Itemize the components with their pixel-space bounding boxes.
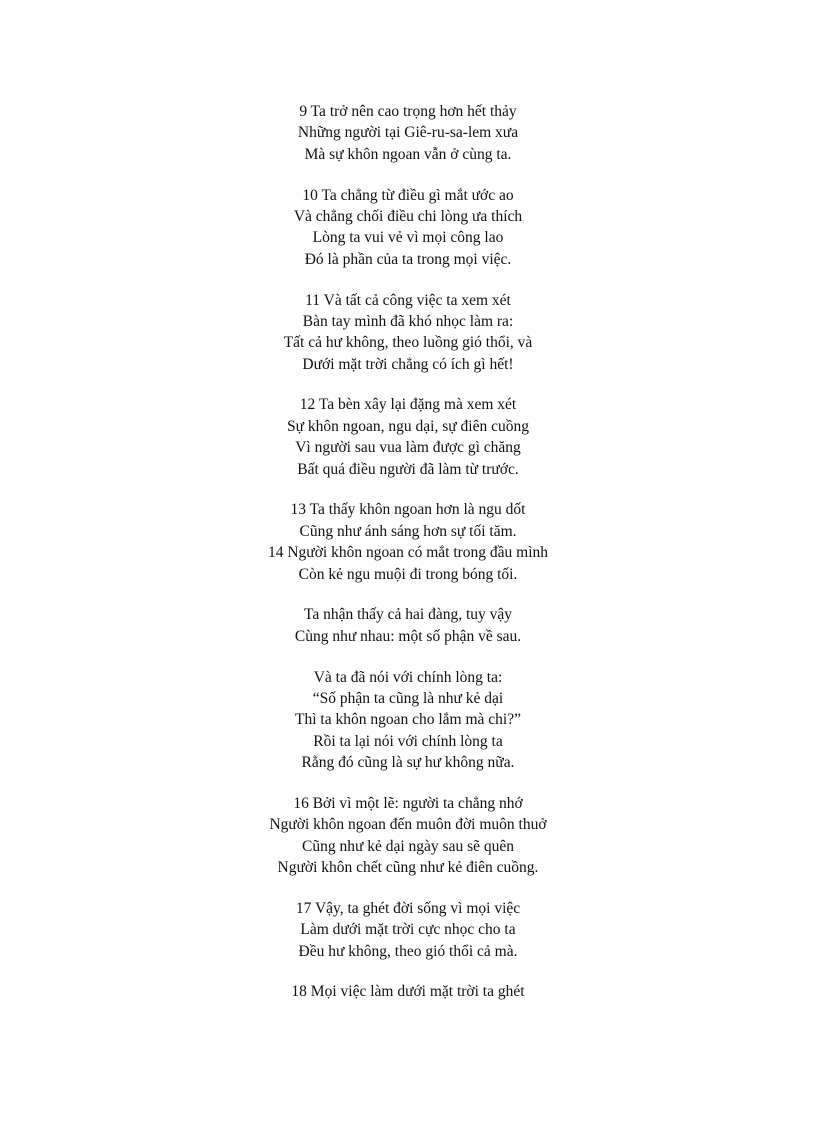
stanza-7: [0, 667, 816, 774]
poem-line: Làm dưới mặt trời cực nhọc cho ta: [300, 921, 516, 939]
stanza-5: [0, 499, 816, 585]
poem-line: 9 Ta trở nên cao trọng hơn hết thảy: [299, 103, 517, 120]
poem-line: Rồi ta lại nói với chính lòng ta: [313, 732, 503, 750]
poem-line: Thì ta khôn ngoan cho lắm mà chi?”: [295, 711, 521, 729]
poem-line: “Số phận ta cũng là như kẻ dại: [312, 689, 504, 707]
poem-line: Ta nhận thấy cả hai đàng, tuy vậy: [303, 606, 513, 624]
poem-line: Những người tại Giê-ru-sa-lem xưa: [297, 124, 519, 142]
stanza-1: [0, 101, 816, 165]
poem-line: Dưới mặt trời chẳng có ích gì hết!: [302, 355, 514, 373]
poem-line: 14 Người khôn ngoan có mắt trong đầu mình: [267, 544, 549, 562]
poem-line: 12 Ta bèn xây lại đặng mà xem xét: [299, 396, 517, 414]
poem-line: Cùng như nhau: một số phận về sau.: [294, 627, 522, 645]
stanza-9: [0, 898, 816, 962]
poem-line: Mà sự khôn ngoan vẫn ở cùng ta.: [304, 145, 512, 163]
poem-line: Đều hư không, theo gió thổi cả mà.: [298, 942, 518, 960]
poem-line: 18 Mọi việc làm dưới mặt trời ta ghét: [291, 983, 525, 1001]
poem-line: Sự khôn ngoan, ngu dại, sự điên cuồng: [287, 417, 529, 435]
poem-line: Người khôn ngoan đến muôn đời muôn thuở: [269, 816, 547, 834]
poem-line: Rằng đó cũng là sự hư không nữa.: [301, 754, 515, 772]
poem-line: Cũng như kẻ dại ngày sau sẽ quên: [301, 837, 514, 855]
poem-line: Vì người sau vua làm được gì chăng: [295, 439, 521, 457]
stanza-4: [0, 394, 816, 480]
poem-line: Lòng ta vui vẻ vì mọi công lao: [312, 229, 504, 247]
poem-line: Tất cả hư không, theo luồng gió thổi, và: [283, 334, 533, 352]
poem-page: [0, 101, 816, 1022]
stanza-8: [0, 793, 816, 879]
poem-line: 16 Bởi vì một lẽ: người ta chẳng nhớ: [293, 794, 523, 812]
poem-line: Bất quá điều người đã làm từ trước.: [297, 460, 519, 478]
poem-line: Đó là phần của ta trong mọi việc.: [304, 250, 512, 268]
stanza-2: [0, 185, 816, 271]
stanza-10: [0, 981, 816, 1002]
poem-line: Người khôn chết cũng như kẻ điên cuồng.: [277, 859, 539, 877]
poem-line: 10 Ta chẳng từ điều gì mắt ước ao: [302, 186, 514, 204]
poem-line: Và chẳng chối điều chi lòng ưa thích: [293, 207, 523, 225]
stanza-6: [0, 604, 816, 647]
poem-line: 17 Vậy, ta ghét đời sống vì mọi việc: [295, 899, 521, 917]
poem-line: Bàn tay mình đã khó nhọc làm ra:: [302, 312, 514, 330]
poem-line: 13 Ta thấy khôn ngoan hơn là ngu dốt: [290, 501, 526, 519]
poem-line: Cũng như ánh sáng hơn sự tối tăm.: [299, 522, 517, 540]
poem-line: 11 Và tất cả công việc ta xem xét: [305, 291, 511, 309]
poem-line: Và ta đã nói với chính lòng ta:: [313, 668, 503, 686]
stanza-3: [0, 290, 816, 376]
poem-line: Còn kẻ ngu muội đi trong bóng tối.: [298, 565, 518, 583]
